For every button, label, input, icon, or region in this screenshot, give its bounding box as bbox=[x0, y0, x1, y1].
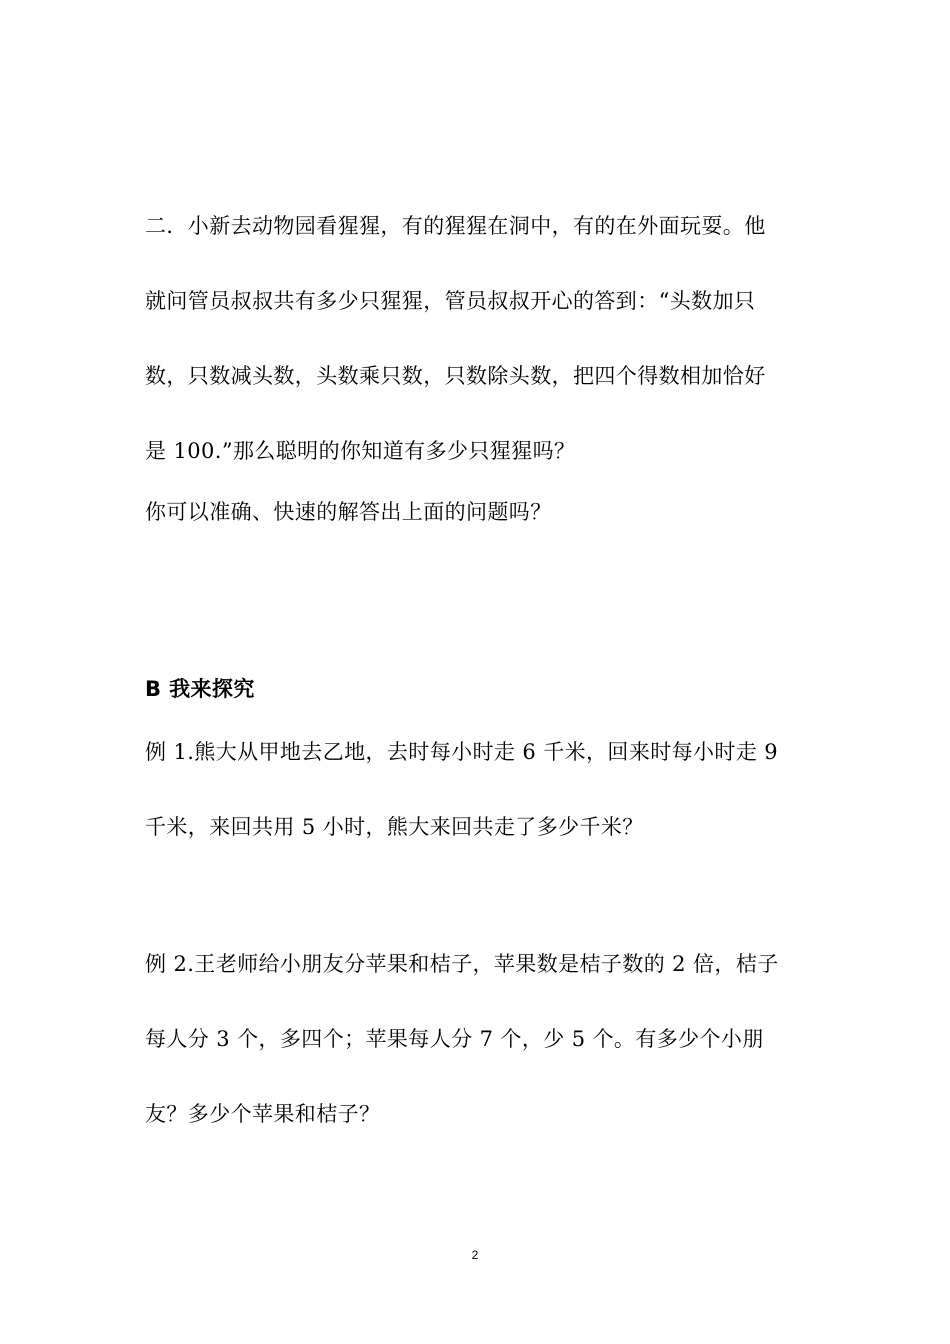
example1-line-2: 千米，来回共用 5 小时，熊大来回共走了多少千米？ bbox=[145, 815, 644, 839]
problem2-line-4: 是 100.”那么聪明的你知道有多少只猩猩吗？ bbox=[145, 439, 576, 463]
problem2-line-1: 二．小新去动物园看猩猩，有的猩猩在洞中，有的在外面玩耍。他 bbox=[145, 214, 766, 238]
example2-line-3: 友？多少个苹果和桔子？ bbox=[145, 1102, 381, 1126]
problem2-line-3: 数，只数减头数，头数乘只数，只数除头数，把四个得数相加恰好 bbox=[145, 364, 766, 388]
problem2-line-2: 就问管员叔叔共有多少只猩猩，管员叔叔开心的答到：“头数加只 bbox=[145, 289, 756, 313]
section-b-heading: B 我来探究 bbox=[145, 677, 255, 701]
example1-line-1: 例 1.熊大从甲地去乙地，去时每小时走 6 千米，回来时每小时走 9 bbox=[145, 740, 779, 764]
example2-line-2: 每人分 3 个，多四个；苹果每人分 7 个，少 5 个。有多少个小朋 bbox=[145, 1027, 764, 1051]
example2-line-1: 例 2.王老师给小朋友分苹果和桔子，苹果数是桔子数的 2 倍，桔子 bbox=[145, 952, 779, 976]
challenge-prompt: 你可以准确、快速的解答出上面的问题吗？ bbox=[145, 500, 552, 524]
page-number: 2 bbox=[471, 1248, 479, 1262]
